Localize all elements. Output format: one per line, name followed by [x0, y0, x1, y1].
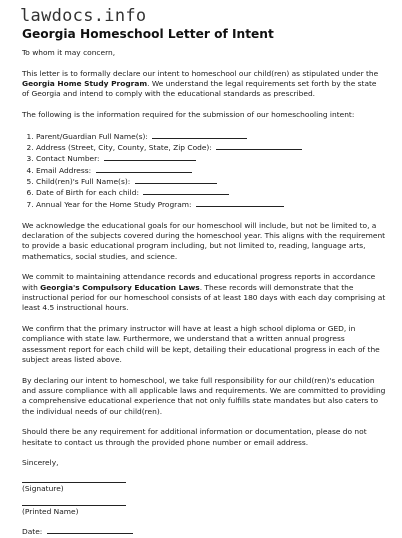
- required-info-list: [22, 131, 386, 210]
- field-email: 4. Email Address:: [36, 165, 386, 176]
- field-dob: 6. Date of Birth for each child:: [36, 187, 386, 198]
- date-block: [22, 526, 386, 537]
- annual-year-blank: [196, 199, 284, 207]
- field-contact-number: 3. Contact Number:: [36, 153, 386, 164]
- program-name: Georgia Home Study Program: [22, 79, 148, 89]
- responsibility-paragraph: By declaring our intent to homeschool, we take full responsibility for our child(ren)'s education and assure compliance with all applicable laws and requirements. We are committed to providing a comprehensive educational experience that not only fulfills state mandates but also caters to the individual needs of our child(ren).: [22, 375, 386, 416]
- signature-block: [22, 482, 386, 494]
- field-child-names: 5. Child(ren)'s Full Name(s):: [36, 176, 386, 187]
- printed-name-block: [22, 505, 386, 517]
- letter-title: Georgia Homeschool Letter of Intent: [22, 27, 274, 41]
- instructor-paragraph: We confirm that the primary instructor will have at least a high school diploma or GED, in compliance with state law. Furthermore, we understand that a written annual progress assessment report for each child will be kept, detailing their educational progress in each of the subject areas listed above.: [22, 323, 380, 364]
- date-label: Date:: [22, 527, 43, 537]
- email-blank: [96, 165, 192, 173]
- field-annual-year: 7. Annual Year for the Home Study Program:: [36, 199, 386, 210]
- goals-paragraph: We acknowledge the educational goals for our homeschool will include, but not be limited to, a declaration of the subjects covered during the homeschool year. This aligns with the requirement to provide a basic educational program including, but not limited to, reading, language arts, mathematics, social studies, and science.: [22, 220, 386, 261]
- letter-body: [22, 48, 386, 538]
- contact-paragraph: Should there be any requirement for additional information or documentation, please do not hesitate to contact us through the provided phone number or email address.: [22, 427, 367, 447]
- intro-paragraph: This letter is to formally declare our intent to homeschool our child(ren) as stipulated under the Georgia Home Study Program. We understand the legal requirements set forth by the state of Georgia and intend to comply with the educational standards as prescribed.: [22, 68, 379, 99]
- signature-label: (Signature): [22, 483, 64, 493]
- parent-name-blank: [152, 131, 247, 139]
- date-blank: [47, 526, 133, 534]
- field-parent-name: 1. Parent/Guardian Full Name(s):: [36, 131, 386, 142]
- closing: Sincerely,: [22, 458, 59, 468]
- attendance-paragraph: We commit to maintaining attendance records and educational progress reports in accordance with Georgia's Compulsory Education Laws. These records will demonstrate that the instructional period for our homeschool consists of at least 180 days with each day comprising at least 4.5 instructional hours.: [22, 272, 386, 313]
- child-names-blank: [135, 176, 217, 184]
- field-address: 2. Address (Street, City, County, State, Zip Code):: [36, 142, 386, 153]
- printed-name-label: (Printed Name): [22, 507, 79, 517]
- address-blank: [216, 142, 302, 150]
- dob-blank: [143, 187, 229, 195]
- signature-line: [22, 482, 126, 483]
- education-laws: Georgia's Compulsory Education Laws: [40, 282, 200, 292]
- salutation: To whom it may concern,: [22, 48, 116, 57]
- printed-name-line: [22, 505, 126, 506]
- contact-number-blank: [104, 153, 196, 161]
- site-logo: lawdocs.info: [20, 6, 147, 26]
- list-intro: The following is the information required for the submission of our homeschooling intent:: [22, 110, 355, 120]
